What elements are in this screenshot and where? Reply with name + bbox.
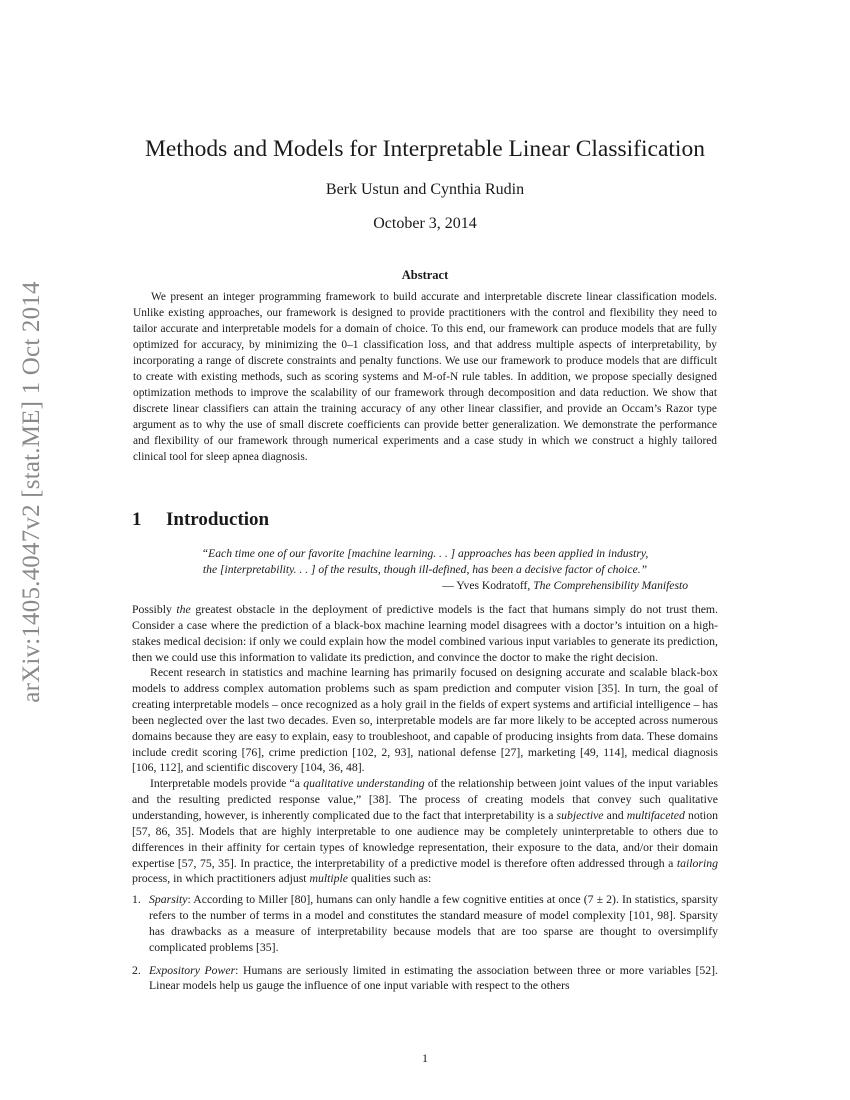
text-run: Interpretable models provide “a xyxy=(150,777,304,791)
intro-paragraph-3 xyxy=(132,776,718,887)
text-run: greatest obstacle in the deployment of predictive models is the fact that humans simply do not trust them. Consider a case where the prediction of a black-box machine learning model disagrees with a doctor’s intuition on a high-stakes medical decision: if only we could explain how the model combined various input variables to generate its prediction, then we could use this information to validate its prediction, and convince the doctor to make the right decision. xyxy=(132,603,718,664)
text-run: process, in which practitioners adjust xyxy=(132,872,310,886)
intro-paragraph-2: Recent research in statistics and machine learning has primarily focused on designing accurate and scalable black-box models to address complex automation problems such as spam prediction and computer vision [35]. In turn, the goal of creating interpretable models – once recognized as a holy grail in the fields of expert systems and artificial intelligence – has been neglected over the last two decades. Even so, interpretable models are far more likely to be accepted across numerous domains because they are easy to explain, easy to troubleshoot, and capable of producing insights from data. These domains include credit scoring [76], crime prediction [102, 2, 93], national defense [27], marketing [49, 114], medical diagnosis [106, 112], and scientific discovery [104, 36, 48]. xyxy=(132,666,718,775)
section-title: Introduction xyxy=(166,509,270,530)
text-run: of the relationship between joint values of the input variables and the resulting predicted response value,” [38]. The process of creating models that convey such qualitative understanding, however, is inherently complicated due to the fact that interpretability is a xyxy=(132,777,718,822)
paper-authors: Berk Ustun and Cynthia Rudin xyxy=(325,181,525,198)
text-run: notion [57, 86, 35]. Models that are highly interpretable to one audience may be completely uninterpretable to others due to differences in their affinity for certain types of knowledge representation, their exposure to the data, and/or their domain expertise [57, 75, 35]. In practice, the interpretability of a predictive model is therefore often addressed through a xyxy=(132,808,719,870)
text-run: Possibly xyxy=(132,603,177,616)
list-term: Expository Power xyxy=(149,963,236,977)
abstract-heading: Abstract xyxy=(401,268,449,282)
emphasis-text: the xyxy=(176,603,191,616)
interpretability-qualities-list xyxy=(132,892,718,994)
epigraph-author: — Yves Kodratoff, xyxy=(442,578,534,592)
introduction-body xyxy=(132,602,718,1001)
epigraph-attribution xyxy=(132,578,688,594)
list-item xyxy=(132,892,718,955)
list-text: : According to Miller [80], humans can only handle a few cognitive entities at once (7 ± 2). In statistics, sparsity refers to the number of terms in a model and constitutes the standard measure of model complexity [101, 98]. Sparsity has drawbacks as a measure of interpretability because models that are too sparse are thought to oversimplify complicated problems [35]. xyxy=(149,893,718,954)
list-term: Sparsity xyxy=(149,893,188,907)
list-marker: 1. xyxy=(132,893,141,907)
list-item xyxy=(132,963,718,995)
epigraph-quote-line-1: “Each time one of our favorite [machine learning. . . ] approaches has been applied in industry, xyxy=(201,547,649,560)
paper-date: October 3, 2014 xyxy=(373,215,477,232)
emphasis-text: subjective xyxy=(556,808,604,822)
text-run: and xyxy=(603,808,627,822)
page-number: 1 xyxy=(422,1051,428,1065)
emphasis-text: tailoring xyxy=(676,856,718,870)
emphasis-text: multiple xyxy=(309,872,349,886)
text-run: qualities such as: xyxy=(348,872,432,886)
epigraph xyxy=(132,546,718,593)
emphasis-text: multifaceted xyxy=(626,808,685,822)
list-marker: 2. xyxy=(132,963,141,977)
intro-paragraph-1 xyxy=(132,602,718,665)
list-text: : Humans are seriously limited in estimating the association between three or more variables [52]. Linear models help us gauge the influence of one input variable with respect to the others xyxy=(149,963,718,993)
abstract-text: We present an integer programming framework to build accurate and interpretable discrete linear classification models. Unlike existing approaches, our framework is designed to provide practitioners with the control and flexibility they need to tailor accurate and interpretable models for a domain of choice. To this end, our framework can produce models that are fully optimized for accuracy, by minimizing the 0–1 classification loss, and that address multiple aspects of interpretability, by incorporating a range of discrete constraints and penalty functions. We use our framework to produce models that are difficult to create with existing methods, such as scoring systems and M-of-N rule tables. In addition, we propose specially designed optimization methods to improve the scalability of our framework through decomposition and data reduction. We show that discrete linear classifiers can attain the training accuracy of any other linear classifier, and provide an Occam’s Razor type argument as to why the use of small discrete coefficients can provide better generalization. We demonstrate the performance and flexibility of our framework through numerical experiments and a case study in which we construct a highly tailored clinical tool for sleep apnea diagnosis. xyxy=(133,291,717,463)
emphasis-text: qualitative understanding xyxy=(303,777,425,791)
section-heading-introduction xyxy=(132,509,269,531)
epigraph-source: The Comprehensibility Manifesto xyxy=(533,578,688,592)
section-number: 1 xyxy=(132,509,142,530)
arxiv-identifier[interactable]: arXiv:1405.4047v2 [stat.ME] 1 Oct 2014 xyxy=(18,281,45,703)
epigraph-quote-line-2: the [interpretability. . . ] of the results, though ill-defined, has been a decisive factor of choice.” xyxy=(202,562,648,576)
paper-title: Methods and Models for Interpretable Linear Classification xyxy=(145,136,705,162)
